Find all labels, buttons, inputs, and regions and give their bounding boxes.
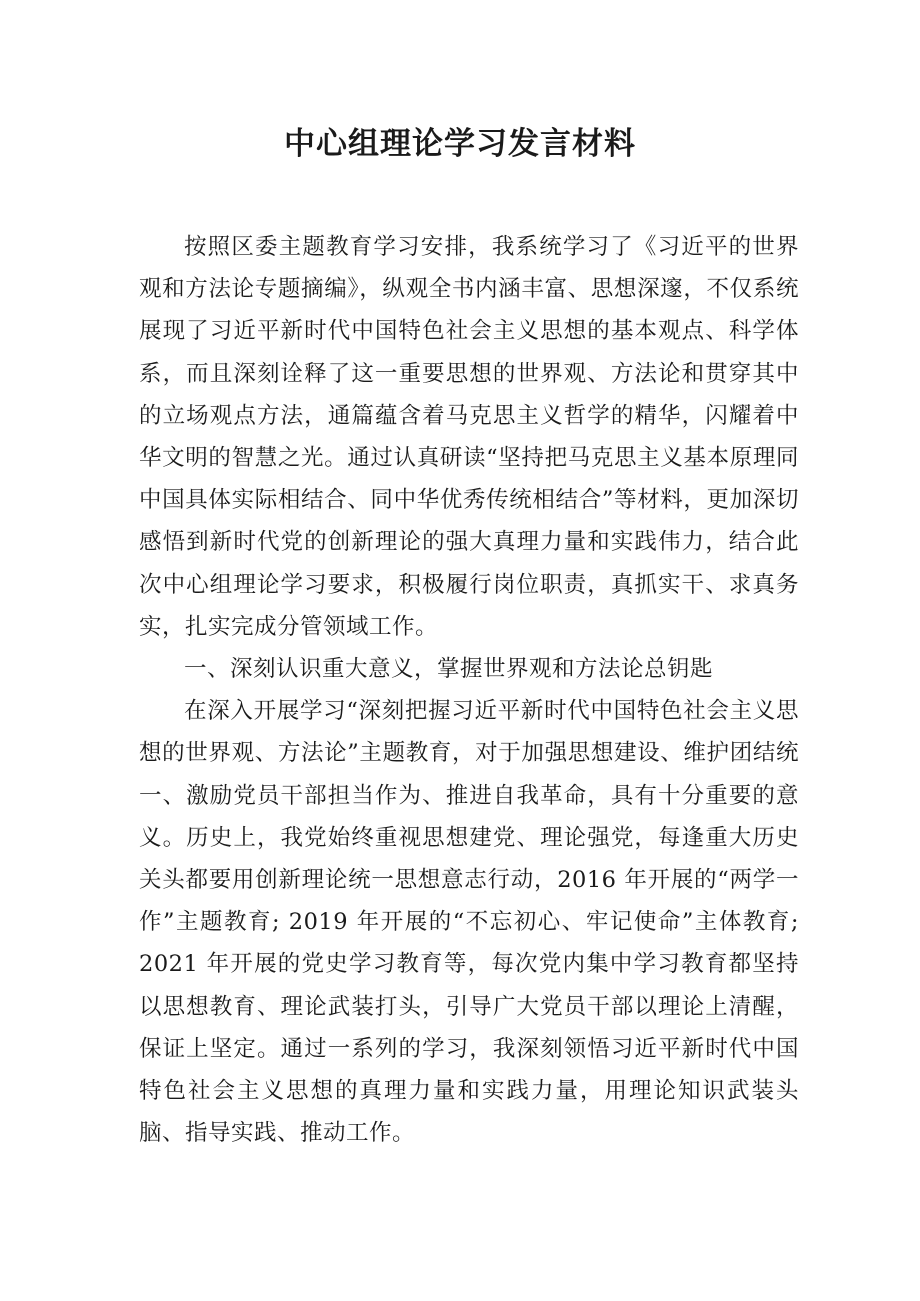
paragraph-intro: 按照区委主题教育学习安排，我系统学习了《习近平的世界观和方法论专题摘编》，纵观全书内涵丰富、思想深邃，不仅系统展现了习近平新时代中国特色社会主义思想的基本观点、科学体系，而且深刻诠释了这一重要思想的世界观、方法论和贯穿其中的立场观点方法，通篇蕴含着马克思主义哲学的精华，闪耀着中华文明的智慧之光。通过认真研读“坚持把马克思主义基本原理同中国具体实际相结合、同中华优秀传统相结合”等材料，更加深切感悟到新时代党的创新理论的强大真理力量和实践伟力，结合此次中心组理论学习要求，积极履行岗位职责，真抓实干、求真务实，扎实完成分管领域工作。 bbox=[139, 234, 799, 640]
document-title: 中心组理论学习发言材料 bbox=[284, 126, 636, 162]
section-heading-1: 一、深刻认识重大意义，掌握世界观和方法论总钥匙 bbox=[184, 656, 714, 683]
paragraph-section-1: 在深入开展学习“深刻把握习近平新时代中国特色社会主义思想的世界观、方法论”主题教育，对于加强思想建设、维护团结统一、激励党员干部担当作为、推进自我革命，具有十分重要的意义。历史上，我党始终重视思想建党、理论强党，每逢重大历史关头都要用创新理论统一思想意志行动，2016 年开展的“两学一作”主题教育; 2019 年开展的“不忘初心、牢记使命”主体教育; 2021 年开展的党史学习教育等，每次党内集中学习教育都坚持以思想教育、理论武装打头，引导广大党员干部以理论上清醒，保证上坚定。通过一系列的学习，我深刻领悟习近平新时代中国特色社会主义思想的真理力量和实践力量，用理论知识武装头脑、指导实践、推动工作。 bbox=[139, 698, 799, 1147]
document-body bbox=[139, 226, 799, 1154]
